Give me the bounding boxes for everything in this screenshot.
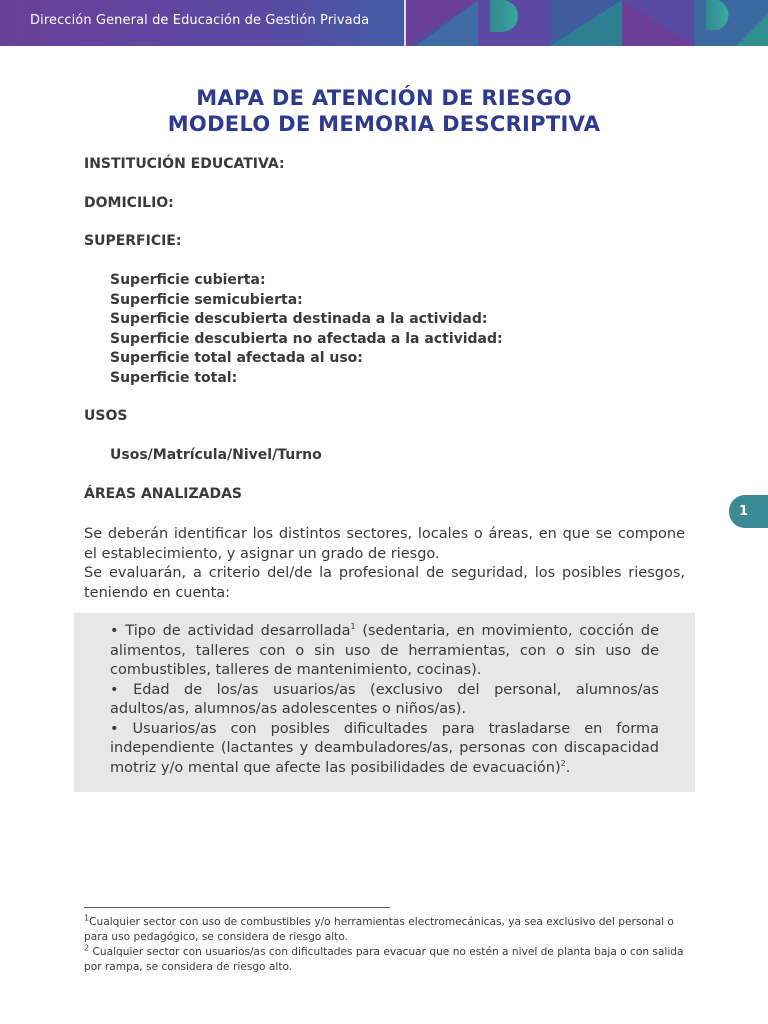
paragraph-evaluaran: Se evaluarán, a criterio del/de la profesional de seguridad, los posibles riesgos, teniendo en cuenta: — [84, 565, 685, 601]
footnote-divider — [84, 907, 390, 908]
criteria-item-actividad-text: • Tipo de actividad desarrollada — [110, 623, 351, 639]
areas-label: ÁREAS ANALIZADAS — [84, 486, 243, 502]
document-title-line1: MAPA DE ATENCIÓN DE RIESGO — [196, 86, 572, 110]
footnote-2-marker: 2 — [84, 943, 90, 953]
criteria-item-actividad — [110, 622, 659, 681]
criteria-item-actividad-text-cont: (sedentaria, en movimiento, cocción de alimentos, talleres con o sin uso de herramientas, con o sin uso de combustibles, talleres de mantenimiento, cocinas). — [110, 623, 659, 678]
footnote-1-text: Cualquier sector con uso de combustibles y/o herramientas electromecánicas, ya sea exclusivo del personal o para uso pedagógico, se considera de riesgo alto. — [84, 916, 674, 943]
superficie-item: Superficie descubierta destinada a la actividad: — [110, 311, 488, 327]
page-number-tab: 1 — [729, 495, 768, 528]
criteria-list — [110, 622, 659, 778]
page-header — [0, 0, 768, 46]
superficie-item: Superficie total: — [110, 370, 238, 386]
document-title-line2: MODELO DE MEMORIA DESCRIPTIVA — [167, 112, 601, 136]
footnotes — [84, 915, 690, 975]
header-geometric-pattern — [406, 0, 768, 46]
superficie-item: Superficie total afectada al uso: — [110, 350, 363, 366]
footnote-ref-1: 1 — [350, 622, 356, 632]
institucion-label: INSTITUCIÓN EDUCATIVA: — [84, 156, 285, 172]
footnote-2-text: Cualquier sector con usuarios/as con dificultades para evacuar que no estén a nivel de planta baja o con salida por rampa, se considera de riesgo alto. — [84, 946, 684, 973]
superficie-item: Superficie semicubierta: — [110, 292, 303, 308]
superficie-item: Superficie descubierta no afectada a la actividad: — [110, 331, 503, 347]
paragraph-identificar: Se deberán identificar los distintos sectores, locales o áreas, en que se compone el establecimiento, y asignar un grado de riesgo. — [84, 526, 685, 562]
usos-item: Usos/Matrícula/Nivel/Turno — [110, 447, 322, 463]
header-title: Dirección General de Educación de Gestión Privada — [30, 13, 370, 28]
superficie-label: SUPERFICIE: — [84, 233, 182, 249]
footnote-2 — [84, 945, 690, 975]
superficie-item: Superficie cubierta: — [110, 272, 266, 288]
usos-label: USOS — [84, 408, 128, 424]
footnote-ref-2: 2 — [560, 758, 566, 768]
domicilio-label: DOMICILIO: — [84, 195, 174, 211]
footnote-1-marker: 1 — [84, 913, 90, 923]
criteria-item-usuarios-end: . — [565, 759, 571, 776]
criteria-item-usuarios — [110, 720, 659, 779]
criteria-item-edad: • Edad de los/as usuarios/as (exclusivo del personal, alumnos/as adultos/as, alumnos/as adolescentes o niños/as). — [110, 681, 659, 717]
footnote-1 — [84, 915, 690, 945]
criteria-item-usuarios-text: • Usuarios/as con posibles dificultades para trasladarse en forma independiente (lactantes y deambuladores/as, personas con discapacidad motriz y/o mental que afecte las posibilidades de evacuación) — [110, 720, 659, 776]
